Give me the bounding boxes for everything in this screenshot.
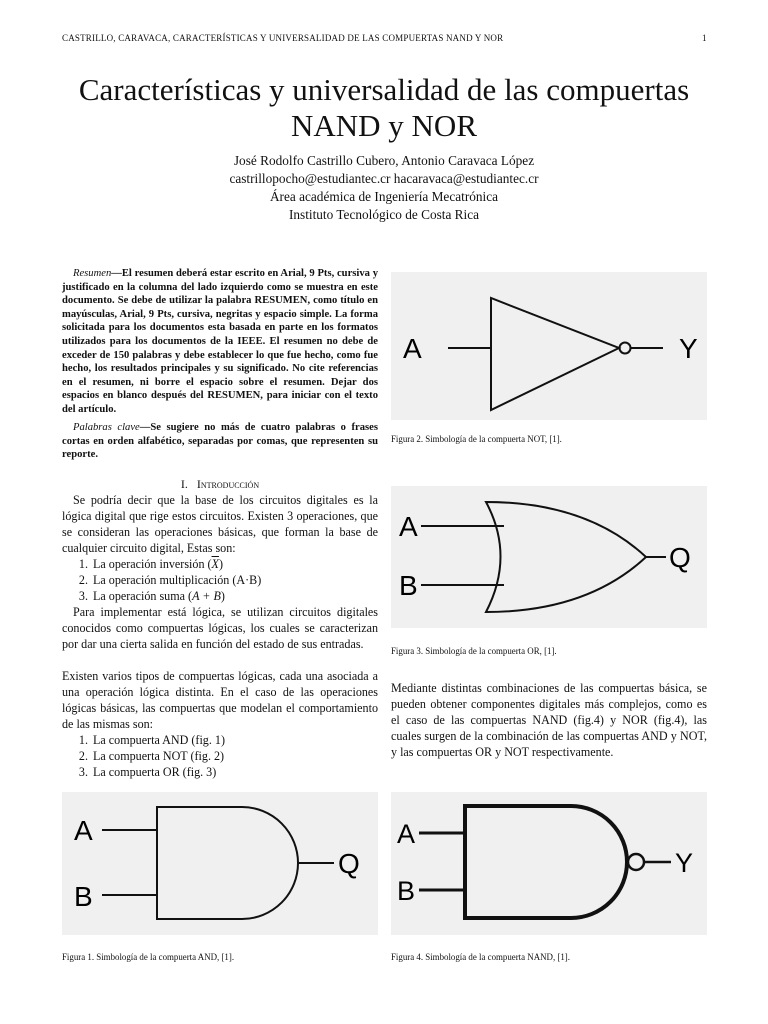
list-item: 3. La compuerta OR (fig. 3) [91,764,378,780]
intro-paragraph-2: Para implementar está lógica, se utilizan circuitos digitales conocidos como compuertas lógicas, los cuales se caracterizan por dar una cierta salida en función del estado de sus entradas. [62,605,378,651]
figure-1-caption: Figura 1. Simbología de la compuerta AND, [1]. [62,952,235,962]
input-a-label: A [399,511,418,542]
input-b-label: B [399,570,418,601]
figure-not-gate [391,272,707,420]
input-a-label: A [74,815,93,846]
not-gate-symbol [391,272,707,420]
right-column-paragraph: Mediante distintas combinaciones de las compuertas básica, se pueden obtener componentes digitales más complejos, como es el caso de las compuertas NAND (fig.4) y NOR (fig.4), las cuales surgen de la combinación de las compuertas AND y NOT, y las compuertas OR y NOT respectivamente. [391,681,707,759]
keywords-lead: Palabras clave [73,422,140,433]
running-header: CASTRILLO, CARAVACA, CARACTERÍSTICAS Y UNIVERSALIDAD DE LAS COMPUERTAS NAND Y NOR [62,33,504,43]
abstract [62,267,378,417]
list-item: 3. La operación suma (A + B) [91,588,378,604]
input-a-label: A [397,819,416,849]
math-x-bar: $\overline{X}$ [211,557,219,571]
intro-body [62,492,378,780]
figure-nand-gate [391,792,707,935]
list-item: 2. La compuerta NOT (fig. 2) [91,748,378,764]
figure-or-gate [391,486,707,628]
intro-paragraph-1: Se podría decir que la base de los circuitos digitales es la lógica digital que rige estos circuitos. Existen 3 operaciones, que se consideran las operaciones básicas, que forman la base de cualquier circuito digital, Estas son: [62,493,378,555]
title-line-1: Características y universalidad de las compuertas [78,72,690,107]
figure-2-caption: Figura 2. Simbología de la compuerta NOT, [1]. [391,434,562,444]
gates-list [62,732,378,780]
list-item: 2. La operación multiplicación (A·B) [91,572,378,588]
figure-and-gate [62,792,378,935]
output-q-label: Q [669,542,691,573]
nand-gate-symbol [391,792,707,935]
input-a-label: A [403,333,422,364]
abstract-text: —El resumen deberá estar escrito en Arial, 9 Pts, cursiva y justificado en la columna del lado izquierdo como se muestra en este documento. Se debe de utilizar la palabra RESUMEN, como título en mayúsculas, Arial, 9 Pts, cursiva, negritas y espacio simple. La forma solicitada para los documentos esta basada en parte en los formatos utilizados para los documentos de la IEEE. El resumen no debe de exceder de 150 palabras y debe establecer lo que fue hecho, como fue hecho, los resultados principales y su significado. No cite referencias en el resumen, ni borre el espacio sobre el resumen. Dejar dos espacios en blanco después del RESUMEN, para iniciar con el texto del artículo. [62,268,378,415]
section-heading-intro [62,477,378,492]
author-block [40,152,728,224]
output-y-label: Y [679,333,698,364]
input-b-label: B [74,881,93,912]
operations-list [62,556,378,604]
author-names: José Rodolfo Castrillo Cubero, Antonio Caravaca López [233,153,535,168]
section-number: I. [180,477,188,491]
list-item: 1. La compuerta AND (fig. 1) [91,732,378,748]
author-department: Área académica de Ingeniería Mecatrónica [269,189,499,204]
input-b-label: B [397,876,416,906]
author-institution: Instituto Tecnológico de Costa Rica [288,207,480,222]
keywords-text: —Se sugiere no más de cuatro palabras o frases cortas en orden alfabético, separadas por comas, que representen su reporte. [62,422,378,461]
author-emails: castrillopocho@estudiantec.cr hacaravaca@estudiantec.cr [229,171,539,186]
section-title: Introducción [196,477,260,491]
or-gate-symbol [391,486,707,628]
list-item: 1. La operación inversión $(\overline{X})$ [91,556,378,572]
figure-3-caption: Figura 3. Simbología de la compuerta OR, [1]. [391,646,557,656]
output-q-label: Q [338,848,360,879]
output-y-label: Y [675,848,694,878]
and-gate-symbol [62,792,378,935]
math-a-plus-b: A + B [192,589,221,603]
page-number: 1 [702,33,707,43]
intro-paragraph-3: Existen varios tipos de compuertas lógicas, cada una asociada a una operación lógica distinta. En el caso de las operaciones lógicas básicas, las compuertas que modelan el comportamiento de las mismas son: [62,669,378,731]
keywords [62,421,378,462]
title-line-2: NAND y NOR [291,108,477,143]
figure-4-caption: Figura 4. Simbología de la compuerta NAND, [1]. [391,952,570,962]
abstract-lead: Resumen [73,268,112,279]
paper-title [40,72,728,144]
